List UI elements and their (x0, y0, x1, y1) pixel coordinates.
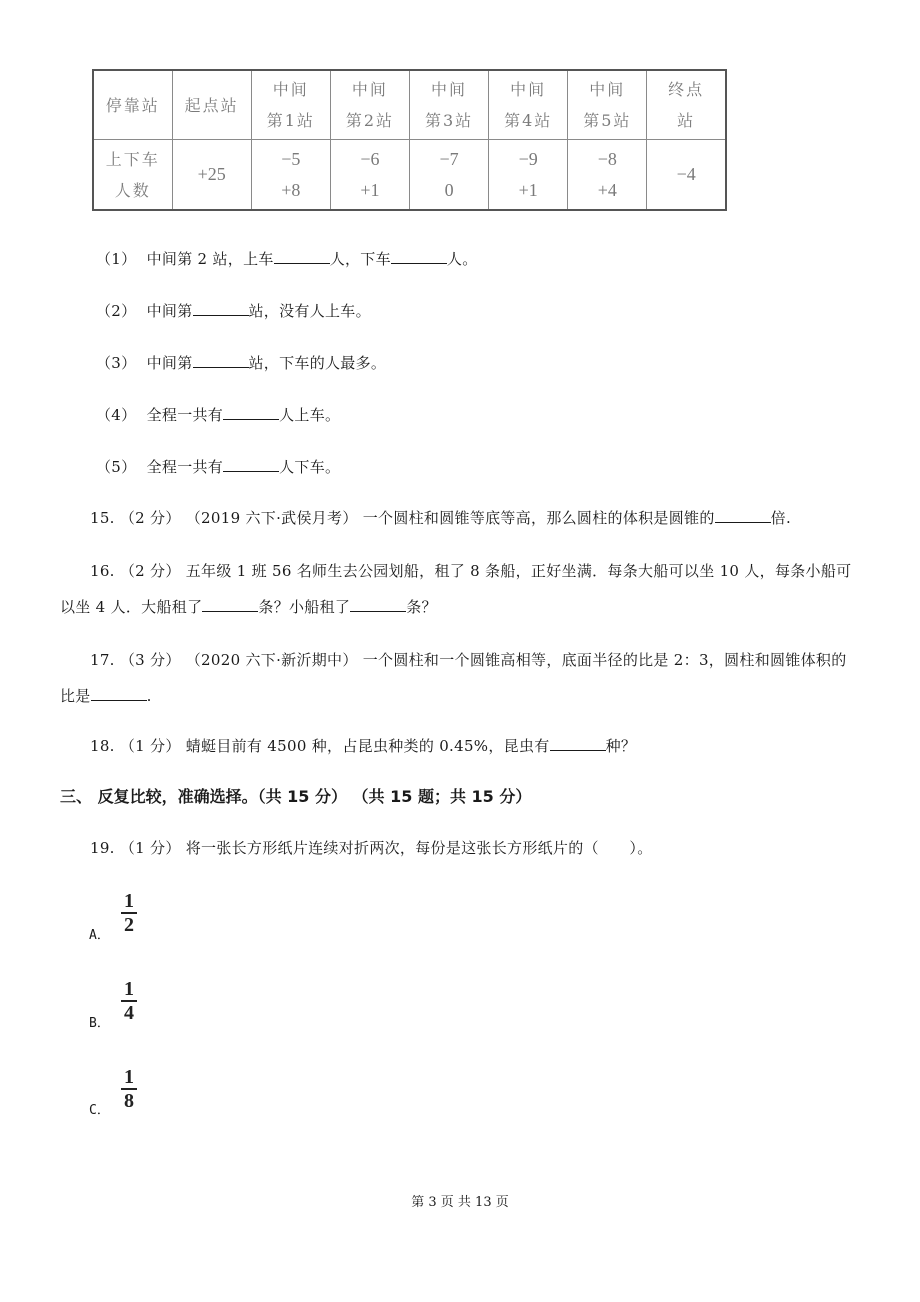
answer-blank[interactable] (202, 597, 258, 612)
header-cell: 起点站 (172, 70, 251, 140)
header-cell: 中间 第5站 (568, 70, 647, 140)
subquestion-4: （4） 全程一共有 人上车。 (96, 406, 341, 424)
data-cell: −7 0 (410, 140, 489, 211)
data-cell: −6 +1 (330, 140, 409, 211)
data-cell: −4 (647, 140, 726, 211)
answer-blank[interactable] (350, 597, 406, 612)
table-row (93, 140, 726, 211)
header-cell: 停靠站 (93, 70, 172, 140)
row-label-cell: 上下车 人数 (93, 140, 172, 211)
question-15: 15. （2 分） （2019 六下·武侯月考） 一个圆柱和圆锥等底等高，那么圆柱的体积是圆锥的 倍. (90, 509, 792, 527)
question-17: 17. （3 分） （2020 六下·新沂期中） 一个圆柱和一个圆锥高相等，底面半径的比是 2：3，圆柱和圆锥体积的 (90, 651, 847, 669)
answer-blank[interactable] (391, 249, 447, 264)
subquestion-2: （2） 中间第 站，没有人上车。 (96, 302, 371, 320)
question-18: 18. （1 分） 蜻蜓目前有 4500 种，占昆虫种类的 0.45%，昆虫有 种？ (90, 737, 637, 755)
answer-blank[interactable] (223, 457, 279, 472)
header-cell: 终点 站 (647, 70, 726, 140)
answer-blank[interactable] (193, 353, 249, 368)
header-cell: 中间 第2站 (330, 70, 409, 140)
answer-blank[interactable] (274, 249, 330, 264)
header-cell: 中间 第4站 (489, 70, 568, 140)
subquestion-5: （5） 全程一共有 人下车。 (96, 458, 341, 476)
station-table (92, 69, 727, 211)
data-cell: −9 +1 (489, 140, 568, 211)
subquestion-1: （1） 中间第 2 站，上车 人，下车 人。 (96, 250, 478, 268)
subquestion-3: （3） 中间第 站，下车的人最多。 (96, 354, 387, 372)
option-a-fraction[interactable]: 1 2 (121, 891, 137, 935)
header-cell: 中间 第3站 (410, 70, 489, 140)
question-16: 16. （2 分） 五年级 1 班 56 名师生去公园划船，租了 8 条船，正好坐满．每条大船可以坐 10 人，每条小船可 (90, 562, 852, 580)
answer-blank[interactable] (91, 686, 147, 701)
answer-blank[interactable] (223, 405, 279, 420)
option-a-label[interactable]: A． (89, 928, 110, 943)
data-cell: −5 +8 (251, 140, 330, 211)
question-16-cont: 以坐 4 人．大船租了 条？小船租了 条？ (60, 598, 437, 616)
header-cell: 中间 第1站 (251, 70, 330, 140)
section-heading: 三、 反复比较，准确选择。（共 15 分） （共 15 题；共 15 分） (60, 787, 532, 806)
table-header-row (93, 70, 726, 140)
option-b-fraction[interactable]: 1 4 (121, 979, 137, 1023)
answer-blank[interactable] (550, 736, 606, 751)
question-19: 19. （1 分） 将一张长方形纸片连续对折两次，每份是这张长方形纸片的（ ）。 (90, 839, 653, 857)
question-17-cont: 比是 . (60, 687, 152, 705)
page-footer: 第 3 页 共 13 页 (411, 1195, 509, 1210)
answer-blank[interactable] (715, 508, 771, 523)
answer-blank[interactable] (193, 301, 249, 316)
option-c-fraction[interactable]: 1 8 (121, 1067, 137, 1111)
option-c-label[interactable]: C． (89, 1103, 110, 1118)
option-b-label[interactable]: B． (89, 1016, 110, 1031)
data-cell: +25 (172, 140, 251, 211)
data-cell: −8 +4 (568, 140, 647, 211)
